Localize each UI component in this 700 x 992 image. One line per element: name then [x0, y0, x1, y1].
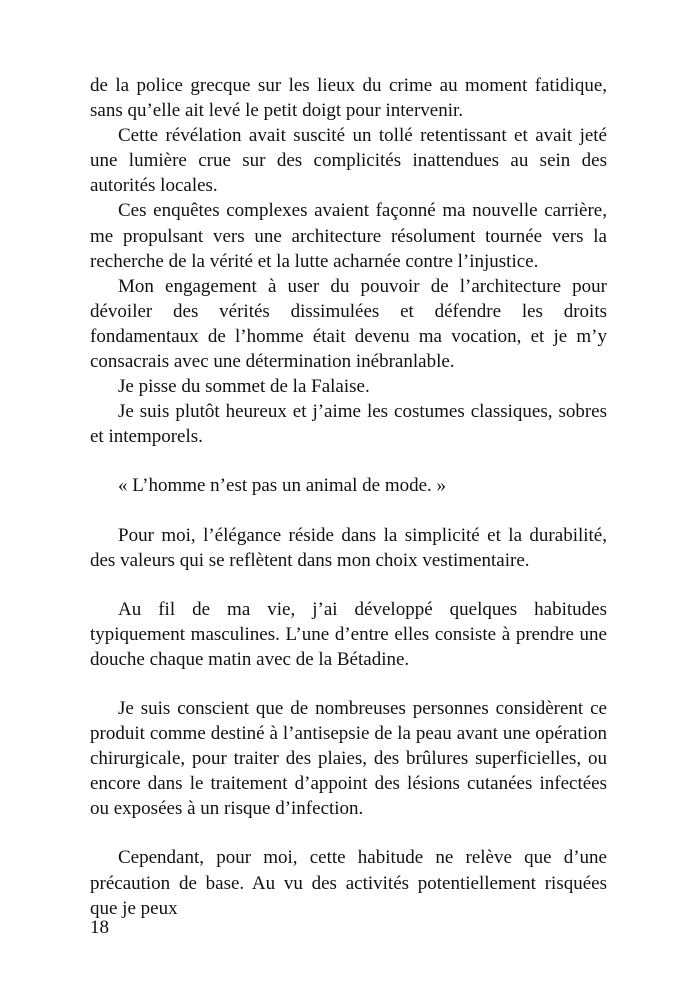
paragraph-costumes: Je suis plutôt heureux et j’aime les costumes classiques, sobres et intemporels. — [90, 401, 607, 448]
paragraph-habitudes: Au fil de ma vie, j’ai développé quelques habitudes typiquement masculines. L’une d’entre elles consiste à prendre une douche chaque matin avec de la Bétadine. — [90, 598, 607, 670]
body-text — [90, 73, 607, 921]
paragraph-betadine: Je suis conscient que de nombreuses personnes considèrent ce produit comme destiné à l’antisepsie de la peau avant une opération chirurgicale, pour traiter des plaies, des brûlures superficielles, ou encore dans le traitement d’appoint des lésions cutanées infectées ou exposées à un risque d’infection. — [90, 697, 607, 820]
paragraph-engagement: Mon engagement à user du pouvoir de l’architecture pour dévoiler des vérités dissimulées et défendre les droits fondamentaux de l’homme était devenu ma vocation, et je m’y consacrais avec une détermination inébranlable. — [90, 275, 607, 373]
page-number: 18 — [90, 917, 109, 938]
paragraph-continuation: de la police grecque sur les lieux du crime au moment fatidique, sans qu’elle ait levé le petit doigt pour intervenir. — [90, 75, 607, 122]
paragraph-elegance: Pour moi, l’élégance réside dans la simplicité et la durabilité, des valeurs qui se reflètent dans mon choix vestimentaire. — [90, 524, 607, 571]
paragraph-enquetes: Ces enquêtes complexes avaient façonné ma nouvelle carrière, me propulsant vers une architecture résolument tournée vers la recherche de la vérité et la lutte acharnée contre l’injustice. — [90, 200, 607, 272]
paragraph-falaise: Je pisse du sommet de la Falaise. — [118, 376, 370, 398]
paragraph-precaution: Cependant, pour moi, cette habitude ne relève que d’une précaution de base. Au vu des activités potentiellement risquées que je peux — [90, 847, 607, 919]
quote-line: « L’homme n’est pas un animal de mode. » — [118, 475, 447, 497]
paragraph-revelation: Cette révélation avait suscité un tollé retentissant et avait jeté une lumière crue sur des complicités inattendues au sein des autorités locales. — [90, 125, 607, 197]
